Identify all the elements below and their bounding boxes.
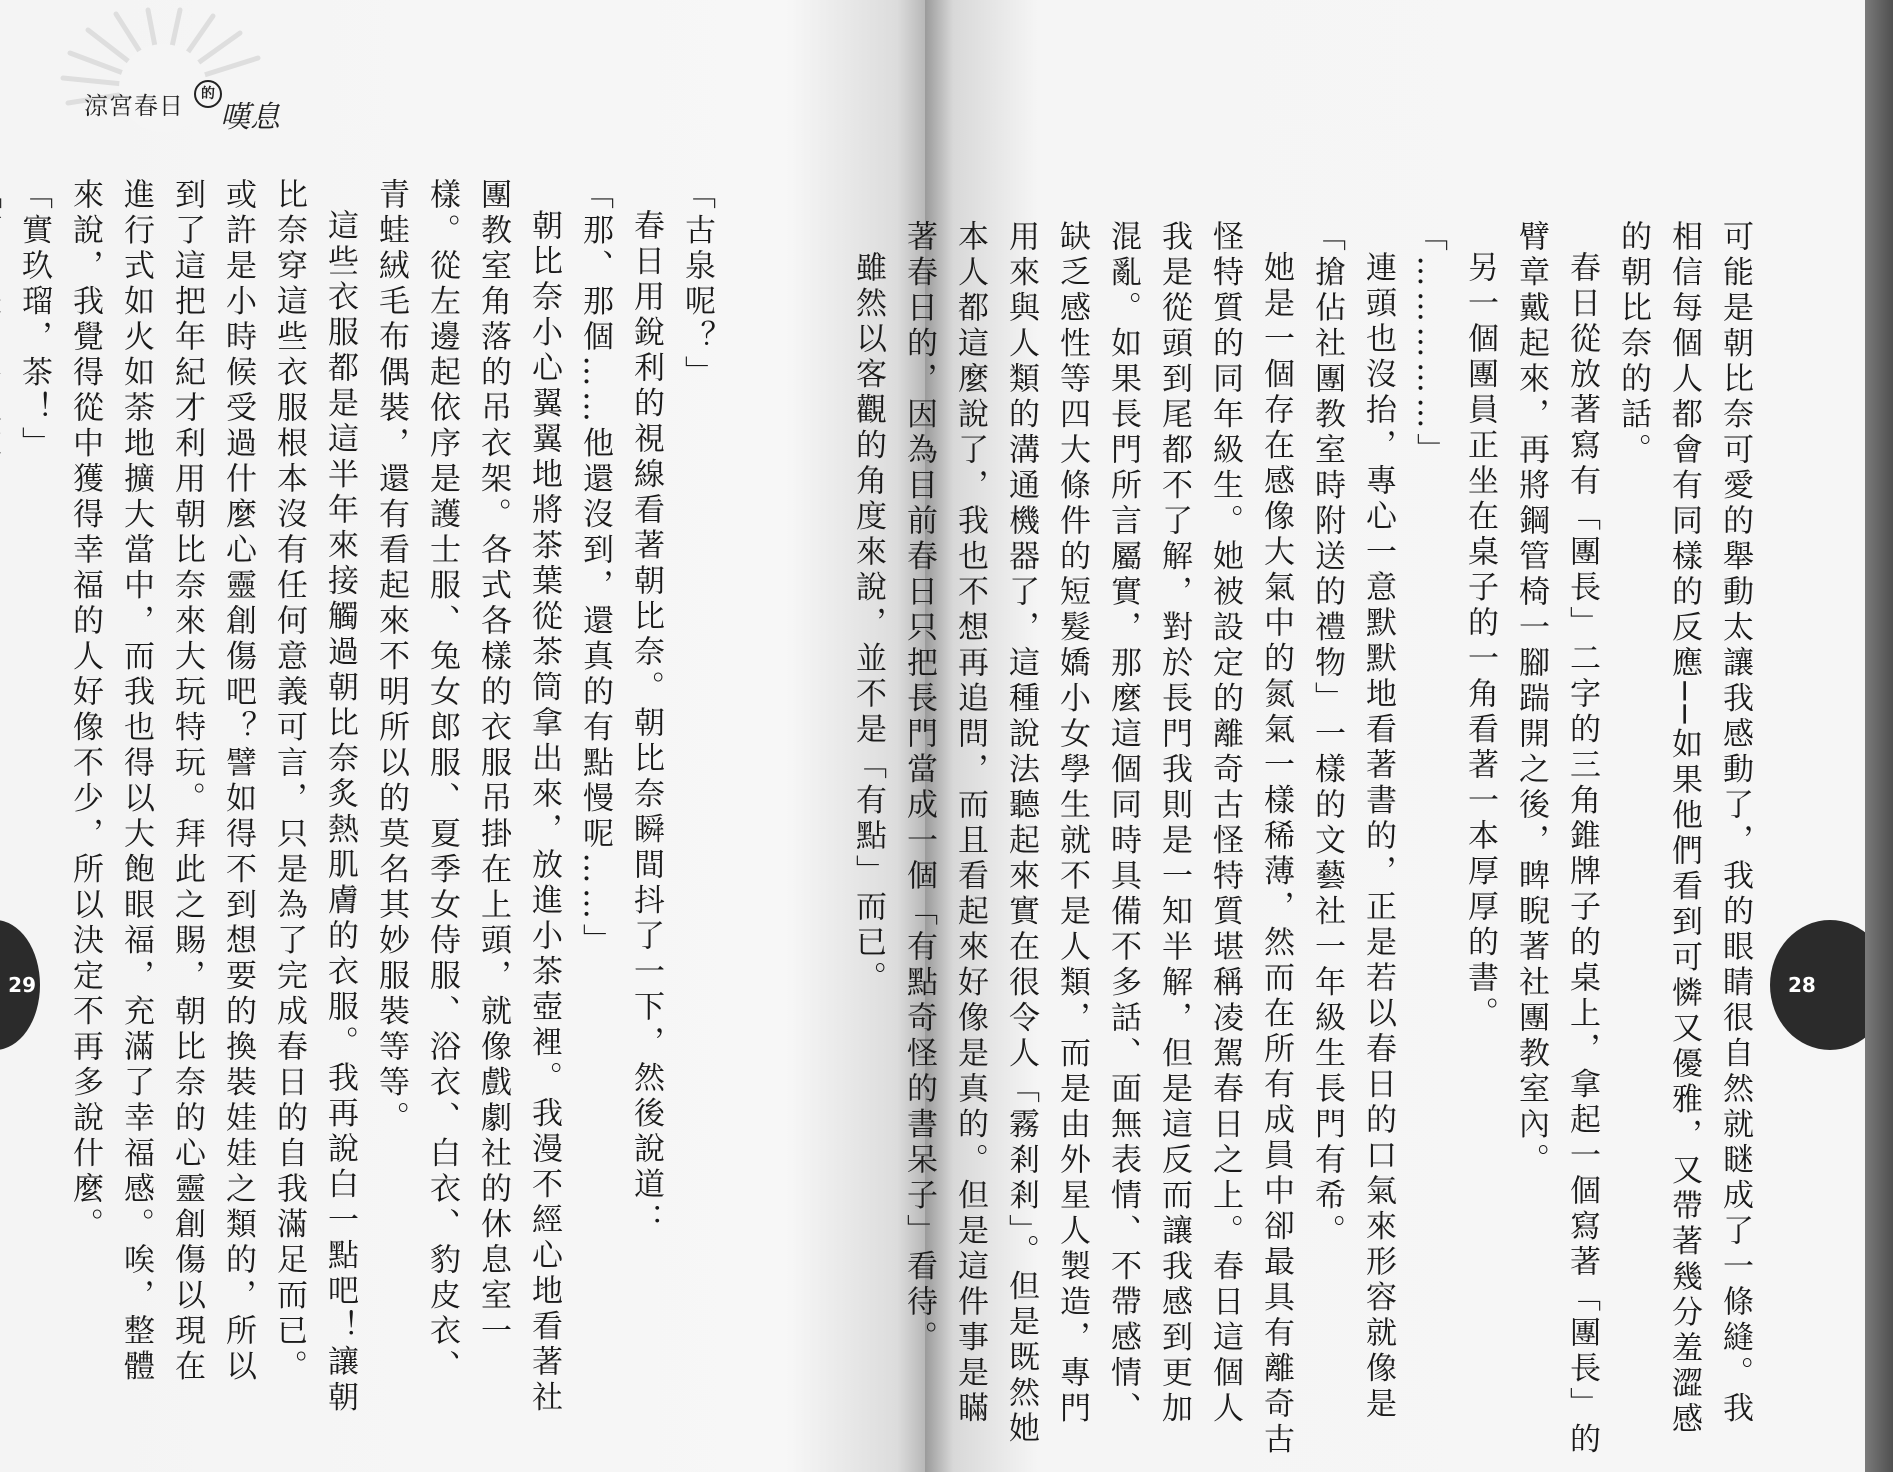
paragraph: 「……………」 bbox=[1411, 220, 1447, 469]
book-edge bbox=[1865, 0, 1893, 1472]
page-number-right: 28 bbox=[1770, 920, 1890, 1050]
paragraph: 春日從放著寫有「團長」二字的三角錐牌子的桌上，拿起一個寫著「團長」的臂章戴起來，再將鋼管椅一腳踹開之後，睥睨著社團教室內。 bbox=[1513, 220, 1600, 1458]
paragraph: 連頭也沒抬，專心一意默默地看著書的，正是若以春日的口氣來形容就像是「搶佔社團教室時附送的禮物」一樣的文藝社一年級生長門有希。 bbox=[1309, 220, 1396, 1423]
paragraph: 雖然以客觀的角度來說，並不是「有點」而已。 bbox=[850, 251, 886, 997]
book-subtitle: 嘆息 bbox=[220, 100, 280, 135]
page-number-left: 29 bbox=[0, 920, 40, 1050]
paragraph: 朝比奈小心翼翼地將茶葉從茶筒拿出來，放進小茶壺裡。我漫不經心地看著社團教室角落的吊衣架。各式各樣的衣服吊掛在上頭，就像戲劇社的休息室一樣。從左邊起依序是護士服、兔女郎服、夏季女侍服、浴衣、白衣、豹皮衣、青蛙絨毛布偶裝，還有看起來不明所以的莫名其妙服裝等等。 bbox=[373, 178, 562, 1416]
paragraph: 另一個團員正坐在桌子的一角看著一本厚厚的書。 bbox=[1462, 251, 1498, 1032]
paragraph: 她是一個存在感像大氣中的氮氣一樣稀薄，然而在所有成員中卻最具有離奇古怪特質的同年級生。她被設定的離奇古怪特質堪稱凌駕春日之上。春日這個人我是從頭到尾都不了解，對於長門我則是一知半解，但是這反而讓我感到更加混亂。如果長門所言屬實，那麼這個同時具備不多話、面無表情、不帶感情、缺乏感性等四大條件的短髮嬌小女學生就不是人類，而是由外星人製造，專門用來與人類的溝通機器了，這種說法聽起來實在很令人「霧剎剎」。但是既然她本人都這麼說了，我也不想再追問，而且看起來好像是真的。但是這件事是瞞著春日的，因為目前春日只把長門當成一個「有點奇怪的書呆子」看待。 bbox=[901, 220, 1294, 1458]
book-title: 涼宮春日 bbox=[84, 92, 184, 120]
paragraph: 「那、那個……他還沒到，還真的有點慢呢……」 bbox=[577, 178, 613, 959]
paragraph: 春日用銳利的視線看著朝比奈。朝比奈瞬間抖了一下，然後說道： bbox=[628, 209, 664, 1239]
paragraph: 可能是朝比奈可愛的舉動太讓我感動了，我的眼睛很自然就瞇成了一條縫。我相信每個人都會有同樣的反應──如果他們看到可憐又優雅，又帶著幾分羞澀感的朝比奈的話。 bbox=[1615, 220, 1753, 1438]
paragraph: 「實玖瑠，茶！」 bbox=[16, 178, 52, 462]
paragraph bbox=[0, 178, 8, 1418]
paragraph: 「古泉呢？」 bbox=[679, 178, 715, 391]
paragraph: 這些衣服都是這半年來接觸過朝比奈炙熱肌膚的衣服。我再說白一點吧！讓朝比奈穿這些衣服根本沒有任何意義可言，只是為了完成春日的自我滿足而已。或許是小時候受過什麼心靈創傷吧？譬如得不到想要的換裝娃娃之類的，所以到了這把年紀才利用朝比奈來大玩特玩。拜此之賜，朝比奈的心靈創傷以現在進行式如火如荼地擴大當中，而我也得以大飽眼福，充滿了幸福感。唉，整體來說，我覺得從中獲得幸福的人好像不少，所以決定不再多說什麼。 bbox=[67, 178, 358, 1416]
right-page bbox=[850, 0, 1865, 1472]
left-page bbox=[0, 0, 925, 1472]
title-particle-badge: 的 bbox=[194, 80, 222, 108]
running-header bbox=[82, 80, 312, 140]
right-page-text bbox=[850, 220, 1760, 1460]
